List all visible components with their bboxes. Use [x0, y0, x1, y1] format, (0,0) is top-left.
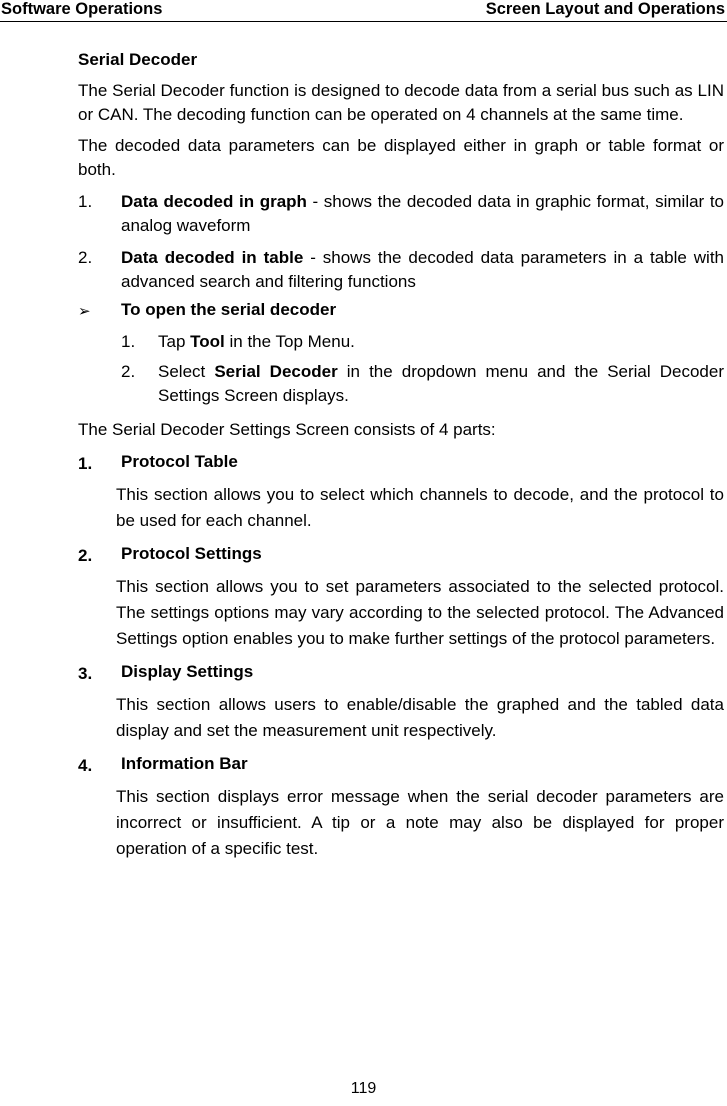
arrow-bullet-icon: ➢	[78, 303, 91, 320]
part-heading	[78, 452, 724, 476]
parts-intro: The Serial Decoder Settings Screen consists of 4 parts:	[78, 420, 496, 439]
display-mode-bold: Data decoded in graph	[121, 192, 307, 211]
header-divider	[0, 21, 727, 22]
part-heading	[78, 662, 724, 686]
display-mode-text	[121, 246, 724, 294]
page-content	[78, 47, 724, 862]
display-mode-rest: - shows the decoded data parameters in a table with advanced search and filtering functions	[121, 248, 724, 291]
display-mode-rest: - shows the decoded data in graphic format, similar to analog waveform	[121, 192, 725, 235]
part-description: This section displays error message when the serial decoder parameters are incorrect or insufficient. A tip or a note may also be displayed for proper operation of a specific test.	[116, 787, 724, 858]
part-title: Display Settings	[121, 662, 254, 681]
step-text	[158, 360, 724, 408]
display-mode-item	[78, 190, 724, 238]
procedure-title: To open the serial decoder	[121, 300, 337, 319]
step-number: 2.	[121, 362, 136, 381]
part-description: This section allows users to enable/disable the graphed and the tabled data display and set the measurement unit respectively.	[116, 695, 724, 740]
procedure-step	[121, 330, 724, 354]
step-post: in the Top Menu.	[224, 332, 355, 351]
display-mode-bold: Data decoded in table	[121, 248, 304, 267]
page-number: 119	[350, 1080, 377, 1097]
section-title: Serial Decoder	[78, 50, 198, 69]
part-description: This section allows you to set parameters associated to the selected protocol. The settings options may vary according to the selected protocol. The Advanced Settings option enables you to make further settings of the protocol parameters.	[116, 577, 724, 648]
step-number: 1.	[121, 332, 136, 351]
display-mode-number: 1.	[78, 192, 93, 211]
procedure-heading	[78, 300, 724, 324]
part-description: This section allows you to select which channels to decode, and the protocol to be used for each channel.	[116, 485, 724, 530]
part-heading	[78, 754, 724, 778]
step-bold: Serial Decoder	[214, 362, 338, 381]
step-bold: Tool	[190, 332, 225, 351]
display-mode-number: 2.	[78, 248, 93, 267]
part-number: 3.	[78, 664, 93, 683]
display-mode-item	[78, 246, 724, 294]
part-number: 1.	[78, 454, 93, 473]
display-mode-text	[121, 190, 724, 238]
part-title: Information Bar	[121, 754, 248, 773]
step-pre: Tap	[158, 332, 191, 351]
header-left-title: Software Operations	[1, 0, 163, 18]
part-title: Protocol Settings	[121, 544, 262, 563]
display-note-paragraph: The decoded data parameters can be displayed either in graph or table format or both.	[78, 136, 724, 179]
step-text	[158, 330, 724, 354]
step-post: in the dropdown menu and the Serial Decoder Settings Screen displays.	[158, 362, 724, 405]
intro-paragraph: The Serial Decoder function is designed to decode data from a serial bus such as LIN or CAN. The decoding function can be operated on 4 channels at the same time.	[78, 81, 724, 124]
part-title: Protocol Table	[121, 452, 238, 471]
header-right-title: Screen Layout and Operations	[485, 0, 725, 18]
part-heading	[78, 544, 724, 568]
part-number: 2.	[78, 546, 93, 565]
procedure-step	[121, 360, 724, 408]
step-pre: Select	[158, 362, 215, 381]
part-number: 4.	[78, 756, 93, 775]
